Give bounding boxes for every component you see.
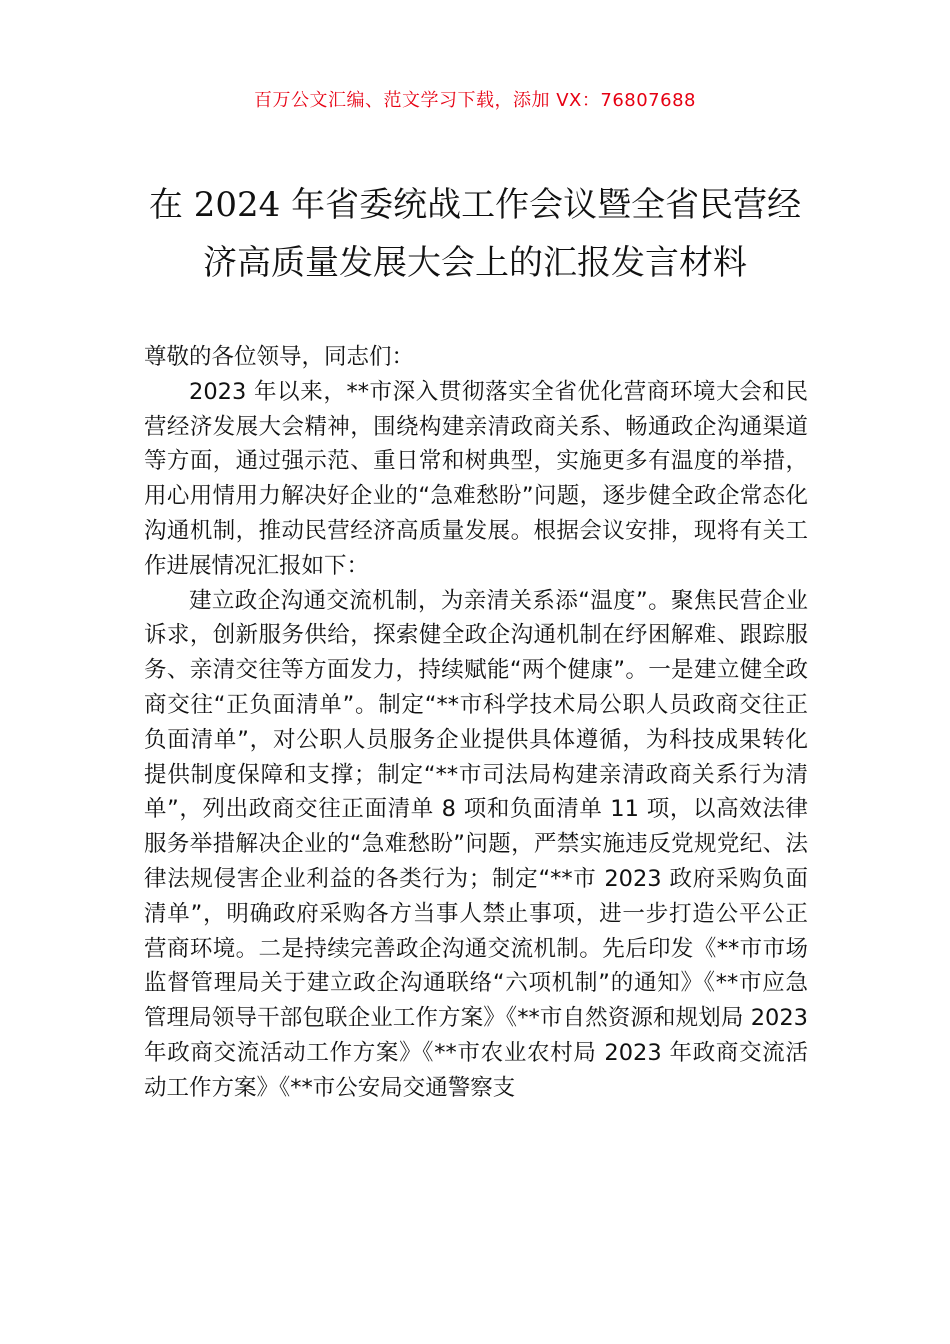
document-body bbox=[144, 340, 808, 1106]
paragraph: 建立政企沟通交流机制，为亲清关系添“温度”。聚焦民营企业诉求，创新服务供给，探索健全政企沟通机制在纾困解难、跟踪服务、亲清交往等方面发力，持续赋能“两个健康”。一是建立健全政商交往“正负面清单”。制定“**市科学技术局公职人员政商交往正负面清单”，对公职人员服务企业提供具体遵循，为科技成果转化提供制度保障和支撑；制定“**市司法局构建亲清政商关系行为清单”，列出政商交往正面清单 8 项和负面清单 11 项，以高效法律服务举措解决企业的“急难愁盼”问题，严禁实施违反党规党纪、法律法规侵害企业利益的各类行为；制定“**市 2023 政府采购负面清单”，明确政府采购各方当事人禁止事项，进一步打造公平公正营商环境。二是持续完善政企沟通交流机制。先后印发《**市市场监督管理局关于建立政企沟通联络“六项机制”的通知》《**市应急管理局领导干部包联企业工作方案》《**市自然资源和规划局 2023 年政商交流活动工作方案》《**市农业农村局 2023 年政商交流活动工作方案》《**市公安局交通警察支 bbox=[144, 587, 808, 1101]
document-title bbox=[120, 176, 830, 292]
title-line-2: 济高质量发展大会上的汇报发言材料 bbox=[203, 243, 747, 283]
salutation: 尊敬的各位领导，同志们： bbox=[144, 344, 415, 370]
watermark-text: 百万公文汇编、范文学习下载，添加 VX：76807688 bbox=[254, 90, 696, 111]
title-line-1: 在 2024 年省委统战工作会议暨全省民营经 bbox=[148, 185, 802, 225]
paragraph: 2023 年以来，**市深入贯彻落实全省优化营商环境大会和民营经济发展大会精神，围绕构建亲清政商关系、畅通政企沟通渠道等方面，通过强示范、重日常和树典型，实施更多有温度的举措，用心用情用力解决好企业的“急难愁盼”问题，逐步健全政企常态化沟通机制，推动民营经济高质量发展。根据会议安排，现将有关工作进展情况汇报如下： bbox=[144, 378, 808, 579]
